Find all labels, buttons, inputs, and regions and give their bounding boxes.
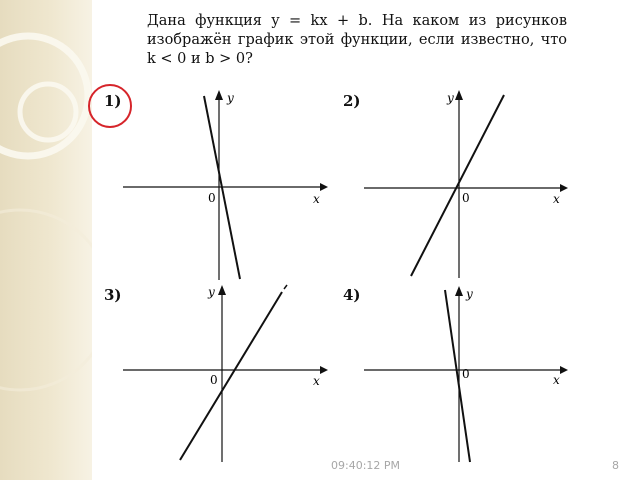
y-axis-label: y: [227, 91, 234, 105]
option-label-4: 4): [343, 286, 361, 304]
x-axis-label: x: [553, 192, 560, 206]
y-axis-arrow-icon: [455, 286, 463, 296]
y-axis-label: y: [208, 285, 215, 299]
page-number: 8: [612, 459, 619, 472]
option-label-3: 3): [104, 286, 122, 304]
option-label-2: 2): [343, 92, 361, 110]
x-axis-label: x: [313, 374, 320, 388]
x-axis-label: x: [313, 192, 320, 206]
x-axis-arrow-icon: [560, 366, 568, 374]
y-axis-label: y: [447, 91, 454, 105]
option-label-1: 1): [104, 92, 122, 110]
question-text: Дана функция y = kx + b. На каком из рисунков изображён график этой функции, если известно, что k < 0 и b > 0?: [147, 13, 567, 67]
origin-label: 0: [462, 367, 470, 381]
x-axis-label: x: [553, 373, 560, 387]
origin-label: 0: [210, 373, 218, 387]
y-axis-label: y: [466, 287, 473, 301]
footer-time: 09:40:12 PM: [331, 459, 401, 472]
origin-label: 0: [208, 191, 216, 205]
origin-label: 0: [462, 191, 470, 205]
